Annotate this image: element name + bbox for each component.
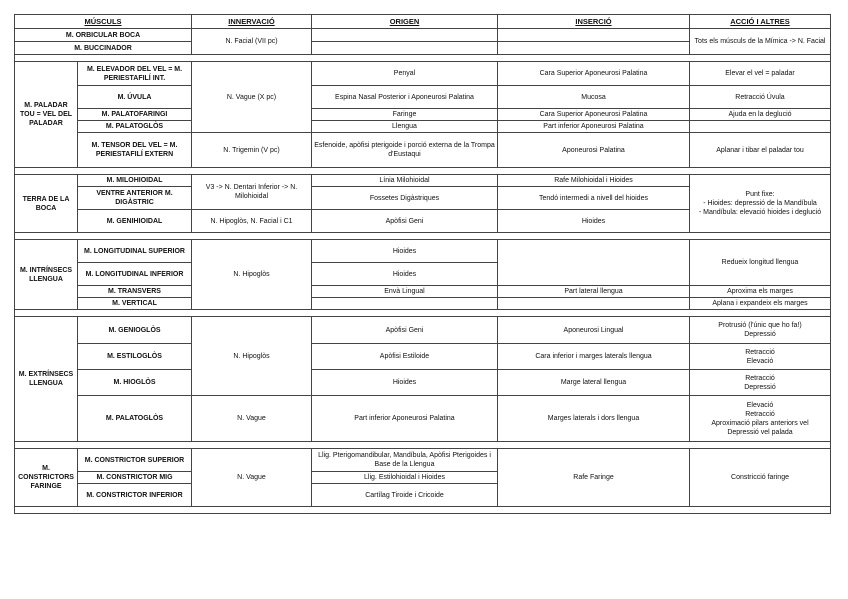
action-cell	[690, 175, 831, 233]
spacer-cell	[15, 233, 831, 240]
action-cell	[690, 317, 831, 344]
action-cell: Elevar el vel = paladar	[690, 62, 831, 86]
header-origen: ORIGEN	[312, 15, 498, 29]
innervation-cell: N. Vague (X pc)	[192, 62, 312, 133]
origin-cell: Esfenoide, apòfisi pterigoide i porció externa de la Trompa d'Eustaqui	[312, 133, 498, 168]
muscle-name: M. TENSOR DEL VEL = M. PERIESTAFILÍ EXTERN	[78, 133, 192, 168]
table-row	[15, 29, 831, 42]
action-line: Retracció	[745, 348, 775, 356]
origin-cell: Llig. Pterigomandibular, Mandíbula, Apòfisi Pterigoides i Base de la Llengua	[312, 449, 498, 472]
origin-cell: Apòfisi Estiloide	[312, 344, 498, 370]
spacer-cell	[15, 442, 831, 449]
origin-cell	[312, 29, 498, 42]
innervation-cell: N. Vague	[192, 449, 312, 507]
origin-cell: Penyal	[312, 62, 498, 86]
table-row	[15, 344, 831, 370]
insertion-cell: Tendó intermedi a nivell del hioides	[498, 187, 690, 210]
table-row	[15, 286, 831, 298]
group-label: M. PALADAR TOU = VEL DEL PALADAR	[15, 62, 78, 168]
table-row	[15, 86, 831, 109]
muscle-name: M. BUCCINADOR	[15, 42, 192, 55]
group-label: M. EXTRÍNSECS LLENGUA	[15, 317, 78, 442]
innervation-cell: N. Facial (VII pc)	[192, 29, 312, 55]
origin-cell: Part inferior Aponeurosi Palatina	[312, 396, 498, 442]
origin-cell	[312, 298, 498, 310]
insertion-cell	[498, 240, 690, 286]
header-innervacio: INNERVACIÓ	[192, 15, 312, 29]
innervation-cell: N. Vague	[192, 396, 312, 442]
origin-cell: Línia Milohioidal	[312, 175, 498, 187]
action-cell: Aproxima els marges	[690, 286, 831, 298]
innervation-cell: N. Hipoglòs, N. Facial i C1	[192, 210, 312, 233]
spacer-row	[15, 233, 831, 240]
insertion-cell	[498, 29, 690, 42]
action-line: - Hioides: depressió de la Mandíbula	[703, 200, 817, 207]
table-row	[15, 121, 831, 133]
table-row	[15, 449, 831, 472]
action-cell: Tots els músculs de la Mímica -> N. Facial	[690, 29, 831, 55]
muscles-table	[14, 14, 831, 514]
insertion-cell: Rafe Milohioidal i Hioides	[498, 175, 690, 187]
innervation-cell: N. Hipoglòs	[192, 317, 312, 396]
header-row	[15, 15, 831, 29]
origin-cell: Espina Nasal Posterior i Aponeurosi Palatina	[312, 86, 498, 109]
table-row	[15, 240, 831, 263]
insertion-cell: Cara Superior Aponeurosi Palatina	[498, 62, 690, 86]
table-row	[15, 109, 831, 121]
insertion-cell	[498, 42, 690, 55]
insertion-cell: Marge lateral llengua	[498, 370, 690, 396]
origin-cell: Llengua	[312, 121, 498, 133]
muscle-name: M. GENIOGLÒS	[78, 317, 192, 344]
origin-cell: Apòfisi Geni	[312, 317, 498, 344]
action-cell: Redueix longitud llengua	[690, 240, 831, 286]
origin-cell: Llig. Estilohioidal i Hioides	[312, 472, 498, 484]
action-cell: Aplana i expandeix els marges	[690, 298, 831, 310]
action-cell: Ajuda en la deglució	[690, 109, 831, 121]
group-label: M. INTRÍNSECS LLENGUA	[15, 240, 78, 310]
table-row	[15, 298, 831, 310]
action-line: Depressió	[744, 331, 776, 338]
muscle-name: M. GENIHIOIDAL	[78, 210, 192, 233]
action-cell: Retracció Úvula	[690, 86, 831, 109]
table-row	[15, 370, 831, 396]
origin-cell: Envà Lingual	[312, 286, 498, 298]
action-line: Protrusió (l'únic que ho fa!)	[718, 322, 802, 329]
insertion-cell	[498, 298, 690, 310]
origin-cell: Hioides	[312, 263, 498, 286]
spacer-row	[15, 168, 831, 175]
origin-cell: Fossetes Digàstriques	[312, 187, 498, 210]
action-cell: Aplanar i tibar el paladar tou	[690, 133, 831, 168]
action-cell	[690, 396, 831, 442]
header-accio: ACCIÓ I ALTRES	[690, 15, 831, 29]
origin-cell: Faringe	[312, 109, 498, 121]
innervation-cell: N. Trigemin (V pc)	[192, 133, 312, 168]
action-line: Retracció	[745, 410, 775, 418]
action-line: Depressió vel palada	[727, 428, 793, 436]
insertion-cell: Aponeurosi Lingual	[498, 317, 690, 344]
muscle-name: M. CONSTRICTOR SUPERIOR	[78, 449, 192, 472]
muscle-name: M. PALATOFARINGI	[78, 109, 192, 121]
group-label: TERRA DE LA BOCA	[15, 175, 78, 233]
spacer-row	[15, 310, 831, 317]
table-row	[15, 175, 831, 187]
muscle-name: M. VERTICAL	[78, 298, 192, 310]
insertion-cell: Part inferior Aponeurosi Palatina	[498, 121, 690, 133]
action-cell	[690, 121, 831, 133]
insertion-cell: Part lateral llengua	[498, 286, 690, 298]
muscle-name: M. CONSTRICTOR INFERIOR	[78, 484, 192, 507]
action-line: Elevació	[746, 357, 774, 365]
spacer-cell	[15, 310, 831, 317]
action-line: Depressió	[744, 383, 776, 391]
table-row	[15, 396, 831, 442]
action-line: - Mandíbula: elevació hioides i deglució	[698, 209, 822, 216]
header-musculs: MÚSCULS	[15, 15, 192, 29]
muscle-name: M. TRANSVERS	[78, 286, 192, 298]
origin-cell: Hioides	[312, 370, 498, 396]
insertion-cell: Aponeurosi Palatina	[498, 133, 690, 168]
header-insercio: INSERCIÓ	[498, 15, 690, 29]
action-line: Aproximació pilars anteriors vel	[711, 419, 809, 427]
action-line: Punt fixe:	[745, 191, 775, 198]
table-row	[15, 62, 831, 86]
group-label: M. CONSTRICTORS FARINGE	[15, 449, 78, 507]
muscle-name: M. LONGITUDINAL INFERIOR	[78, 263, 192, 286]
action-line: Elevació	[746, 401, 774, 409]
spacer-cell	[15, 168, 831, 175]
spacer-row	[15, 507, 831, 514]
spacer-row	[15, 442, 831, 449]
insertion-cell: Rafe Faringe	[498, 449, 690, 507]
muscle-name: M. ELEVADOR DEL VEL = M. PERIESTAFILÍ INT.	[78, 62, 192, 86]
insertion-cell: Marges laterals i dors llengua	[498, 396, 690, 442]
muscle-name: M. ORBICULAR BOCA	[15, 29, 192, 42]
muscle-name: M. LONGITUDINAL SUPERIOR	[78, 240, 192, 263]
muscle-name: M. PALATOGLÒS	[78, 396, 192, 442]
origin-cell	[312, 42, 498, 55]
action-cell	[690, 370, 831, 396]
muscle-name: M. MILOHIOIDAL	[78, 175, 192, 187]
table-row	[15, 317, 831, 344]
insertion-cell: Hioides	[498, 210, 690, 233]
origin-cell: Hioides	[312, 240, 498, 263]
innervation-cell: N. Hipoglòs	[192, 240, 312, 310]
muscle-name: VENTRE ANTERIOR M. DIGÀSTRIC	[78, 187, 192, 210]
spacer-cell	[15, 55, 831, 62]
insertion-cell: Cara inferior i marges laterals llengua	[498, 344, 690, 370]
muscle-name: M. HIOGLÒS	[78, 370, 192, 396]
insertion-cell: Cara Superior Aponeurosi Palatina	[498, 109, 690, 121]
muscle-name: M. PALATOGLÒS	[78, 121, 192, 133]
origin-cell: Cartílag Tiroide i Cricoide	[312, 484, 498, 507]
innervation-cell: V3 -> N. Dentari Inferior -> N. Milohioidal	[192, 175, 312, 210]
spacer-cell	[15, 507, 831, 514]
action-cell	[690, 344, 831, 370]
spacer-row	[15, 55, 831, 62]
action-cell: Constricció faringe	[690, 449, 831, 507]
table-row	[15, 133, 831, 168]
muscle-name: M. ESTILOGLÒS	[78, 344, 192, 370]
action-line: Retracció	[745, 374, 775, 382]
origin-cell: Apòfisi Geni	[312, 210, 498, 233]
muscle-name: M. CONSTRICTOR MIG	[78, 472, 192, 484]
insertion-cell: Mucosa	[498, 86, 690, 109]
muscle-name: M. ÚVULA	[78, 86, 192, 109]
